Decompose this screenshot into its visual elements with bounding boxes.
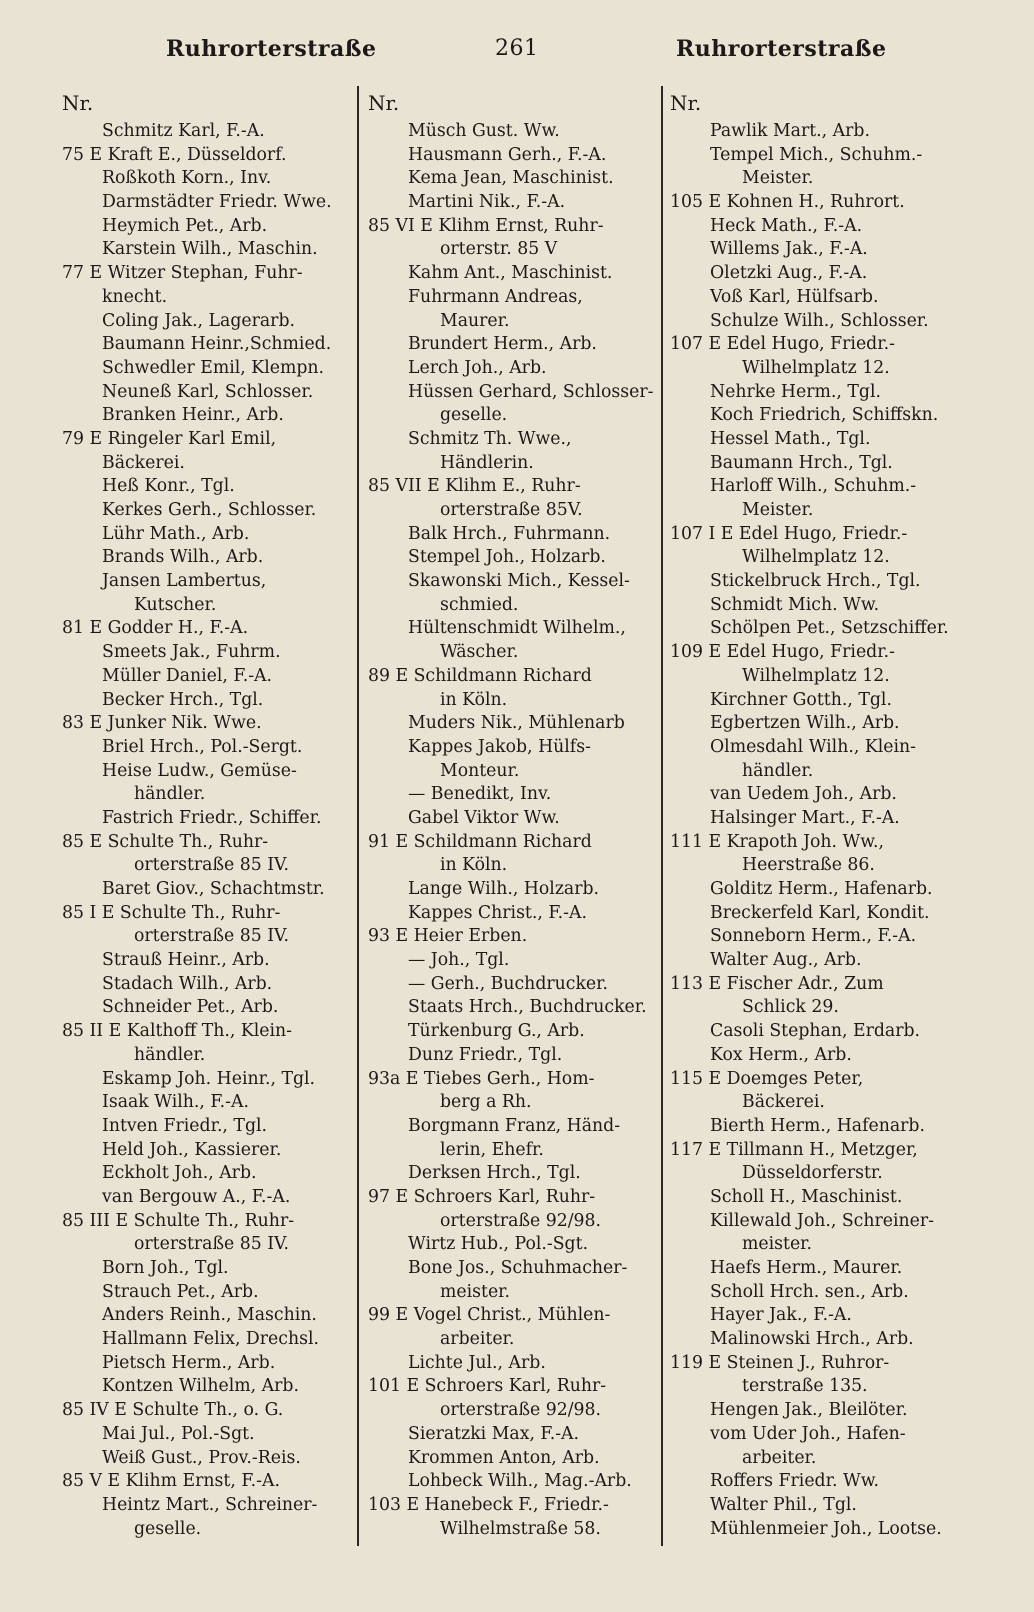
resident-entry: Kappes Jakob, Hülfs- <box>408 736 591 757</box>
resident-entry: Pawlik Mart., Arb. <box>710 121 870 141</box>
resident-entry: Halsinger Mart., F.-A. <box>710 807 900 828</box>
column-nr-label: Nr. <box>368 91 400 115</box>
entry-continuation: meister. <box>440 1281 511 1302</box>
resident-entry: Skawonski Mich., Kessel- <box>408 571 630 592</box>
entry-continuation: lerin, Ehefr. <box>440 1139 544 1160</box>
resident-entry: Neuneß Karl, Schlosser. <box>102 381 314 402</box>
house-number-entry: 93a E Tiebes Gerh., Hom- <box>368 1068 595 1089</box>
resident-entry: Becker Hrch., Tgl. <box>102 689 264 710</box>
resident-entry: Heise Ludw., Gemüse- <box>102 760 297 781</box>
entry-continuation: geselle. <box>134 1518 202 1539</box>
resident-entry: Baret Giov., Schachtmstr. <box>102 879 325 899</box>
resident-entry: Staats Hrch., Buchdrucker. <box>408 997 647 1018</box>
entry-continuation: terstraße 135. <box>742 1376 868 1397</box>
entry-continuation: meister. <box>742 1234 813 1255</box>
resident-entry: Derksen Hrch., Tgl. <box>408 1163 581 1184</box>
resident-entry: Weiß Gust., Prov.-Reis. <box>102 1447 301 1468</box>
house-number-entry: 85 VII E Klihm E., Ruhr- <box>368 476 581 497</box>
resident-entry: Hüssen Gerhard, Schlosser- <box>408 381 654 402</box>
resident-entry: Coling Jak., Lagerarb. <box>102 310 295 331</box>
resident-entry: Stempel Joh., Holzarb. <box>408 547 606 568</box>
resident-entry: Kappes Christ., F.-A. <box>408 902 587 923</box>
house-number-entry: 99 E Vogel Christ., Mühlen- <box>368 1305 611 1326</box>
entry-continuation: Düsseldorferstr. <box>742 1163 883 1184</box>
house-number-entry: 85 I E Schulte Th., Ruhr- <box>62 902 281 923</box>
resident-entry: Kirchner Gotth., Tgl. <box>710 689 892 710</box>
resident-entry: Mühlenmeier Joh., Lootse. <box>710 1518 942 1539</box>
resident-entry: Harloff Wilh., Schuhm.- <box>710 476 917 497</box>
resident-entry: Schölpen Pet., Setzschiffer. <box>710 618 949 639</box>
entry-continuation: arbeiter. <box>742 1447 817 1468</box>
resident-entry: Kahm Ant., Maschinist. <box>408 263 613 284</box>
resident-entry: Egbertzen Wilh., Arb. <box>710 713 900 734</box>
resident-entry: Breckerfeld Karl, Kondit. <box>710 902 930 923</box>
entry-continuation: Schlick 29. <box>742 997 839 1018</box>
header-street-right: Ruhrorterstraße <box>676 36 887 62</box>
house-number-entry: 93 E Heier Erben. <box>368 926 528 947</box>
resident-entry: Sonneborn Herm., F.-A. <box>710 926 917 947</box>
house-number-entry: 117 E Tillmann H., Metzger, <box>670 1139 918 1160</box>
house-number-entry: 85 V E Klihm Ernst, F.-A. <box>62 1471 280 1492</box>
column-3 <box>670 86 970 1541</box>
entry-continuation: Meister. <box>742 168 814 189</box>
house-number-entry: 91 E Schildmann Richard <box>368 831 592 852</box>
entry-continuation: orterstraße 85V. <box>440 500 583 520</box>
resident-entry: Haefs Herm., Maurer. <box>710 1258 903 1278</box>
resident-entry: — Benedikt, Inv. <box>408 784 552 805</box>
resident-entry: Heintz Mart., Schreiner- <box>102 1494 318 1515</box>
resident-entry: Stickelbruck Hrch., Tgl. <box>710 571 921 592</box>
resident-entry: Hengen Jak., Bleilöter. <box>710 1400 908 1421</box>
resident-entry: Hayer Jak., F.-A. <box>710 1305 852 1326</box>
resident-entry: Lühr Math., Arb. <box>102 523 250 544</box>
resident-entry: Lerch Joh., Arb. <box>408 357 547 378</box>
column-1 <box>62 86 362 1541</box>
resident-entry: Heck Math., F.-A. <box>710 215 863 236</box>
resident-entry: Bäckerei. <box>102 452 185 473</box>
resident-entry: Lohbeck Wilh., Mag.-Arb. <box>408 1471 632 1492</box>
entry-continuation: orterstraße 85 IV. <box>134 926 289 947</box>
entry-continuation: orterstraße 85 IV. <box>134 1234 289 1255</box>
resident-entry: Hausmann Gerh., F.-A. <box>408 144 607 165</box>
resident-entry: Oletzki Aug., F.-A. <box>710 263 868 284</box>
resident-entry: Malinowski Hrch., Arb. <box>710 1329 914 1350</box>
resident-entry: Stadach Wilh., Arb. <box>102 973 273 994</box>
resident-entry: Gabel Viktor Ww. <box>408 807 560 828</box>
resident-entry: Willems Jak., F.-A. <box>710 239 868 260</box>
entry-continuation: händler. <box>742 760 814 781</box>
resident-entry: Borgmann Franz, Händ- <box>408 1115 621 1136</box>
house-number-entry: 113 E Fischer Adr., Zum <box>670 973 884 994</box>
resident-entry: Heymich Pet., Arb. <box>102 215 268 236</box>
resident-entry: Baumann Heinr.,Schmied. <box>102 334 332 355</box>
resident-entry: Killewald Joh., Schreiner- <box>710 1210 934 1231</box>
entry-continuation: Bäckerei. <box>742 1092 825 1113</box>
entry-continuation: orterstraße 92/98. <box>440 1210 602 1231</box>
resident-entry: van Uedem Joh., Arb. <box>710 784 897 805</box>
house-number-entry: 101 E Schroers Karl, Ruhr- <box>368 1376 607 1397</box>
house-number-entry: 103 E Hanebeck F., Friedr.- <box>368 1494 609 1515</box>
resident-entry: Balk Hrch., Fuhrmann. <box>408 523 611 544</box>
resident-entry: Sieratzki Max, F.-A. <box>408 1423 580 1444</box>
entry-continuation: Maurer. <box>440 310 510 331</box>
house-number-entry: 81 E Godder H., F.-A. <box>62 618 249 639</box>
resident-entry: Roßkoth Korn., Inv. <box>102 168 272 189</box>
column-2 <box>368 86 668 1541</box>
house-number-entry: 109 E Edel Hugo, Friedr.- <box>670 642 895 663</box>
entry-continuation: arbeiter. <box>440 1329 515 1350</box>
resident-entry: Isaak Wilh., F.-A. <box>102 1092 249 1113</box>
resident-entry: Fuhrmann Andreas, <box>408 286 583 307</box>
resident-entry: Müller Daniel, F.-A. <box>102 665 273 686</box>
house-number-entry: 119 E Steinen J., Ruhror- <box>670 1352 890 1373</box>
entry-continuation: in Köln. <box>440 689 508 710</box>
resident-entry: Muders Nik., Mühlenarb <box>408 713 625 734</box>
resident-entry: Tempel Mich., Schuhm.- <box>710 144 923 165</box>
house-number-entry: 85 E Schulte Th., Ruhr- <box>62 831 269 852</box>
entry-continuation: Monteur. <box>440 760 520 781</box>
resident-entry: Strauch Pet., Arb. <box>102 1281 259 1302</box>
resident-entry: Karstein Wilh., Maschin. <box>102 239 318 260</box>
resident-entry: Baumann Hrch., Tgl. <box>710 452 893 473</box>
resident-entry: Koch Friedrich, Schiffskn. <box>710 405 939 426</box>
house-number-entry: 97 E Schroers Karl, Ruhr- <box>368 1186 596 1207</box>
house-number-entry: 89 E Schildmann Richard <box>368 665 592 686</box>
resident-entry: Smeets Jak., Fuhrm. <box>102 642 281 663</box>
resident-entry: Intven Friedr., Tgl. <box>102 1115 268 1136</box>
entry-continuation: Wäscher. <box>440 642 519 663</box>
resident-entry: Schmidt Mich. Ww. <box>710 594 880 615</box>
resident-entry: Türkenburg G., Arb. <box>408 1021 585 1042</box>
resident-entry: Walter Phil., Tgl. <box>710 1494 857 1515</box>
column-nr-label: Nr. <box>62 91 94 115</box>
resident-entry: vom Uder Joh., Hafen- <box>710 1423 906 1444</box>
resident-entry: Dunz Friedr., Tgl. <box>408 1044 563 1065</box>
house-number-entry: 105 E Kohnen H., Ruhrort. <box>670 192 905 213</box>
resident-entry: — Joh., Tgl. <box>408 950 510 971</box>
house-number-entry: 85 VI E Klihm Ernst, Ruhr- <box>368 215 604 236</box>
resident-entry: Casoli Stephan, Erdarb. <box>710 1021 921 1042</box>
resident-entry: Krommen Anton, Arb. <box>408 1447 600 1468</box>
resident-entry: Nehrke Herm., Tgl. <box>710 381 881 402</box>
entry-continuation: Heerstraße 86. <box>742 855 875 876</box>
house-number-entry: 107 E Edel Hugo, Friedr.- <box>670 334 895 355</box>
entry-continuation: schmied. <box>440 594 519 615</box>
house-number-entry: 75 E Kraft E., Düsseldorf. <box>62 144 287 165</box>
resident-entry: Martini Nik., F.-A. <box>408 192 566 213</box>
resident-entry: Pietsch Herm., Arb. <box>102 1352 276 1373</box>
house-number-entry: 115 E Doemges Peter, <box>670 1068 864 1089</box>
resident-entry: Strauß Heinr., Arb. <box>102 950 270 971</box>
resident-entry: Branken Heinr., Arb. <box>102 405 284 426</box>
entry-continuation: Wilhelmplatz 12. <box>742 547 890 568</box>
page-number: 261 <box>495 36 539 61</box>
resident-entry: Anders Reinh., Maschin. <box>102 1305 317 1326</box>
resident-entry: Fastrich Friedr., Schiffer. <box>102 807 322 828</box>
resident-entry: Kerkes Gerh., Schlosser. <box>102 500 317 520</box>
resident-entry: Kontzen Wilhelm, Arb. <box>102 1376 299 1397</box>
header-street-left: Ruhrorterstraße <box>166 36 377 62</box>
resident-entry: Voß Karl, Hülfsarb. <box>710 286 879 307</box>
resident-entry: Bierth Herm., Hafenarb. <box>710 1115 925 1136</box>
resident-entry: Schulze Wilh., Schlosser. <box>710 310 929 331</box>
resident-entry: Jansen Lambertus, <box>102 571 267 592</box>
resident-entry: knecht. <box>102 286 168 307</box>
entry-continuation: händler. <box>134 1044 206 1065</box>
resident-entry: Held Joh., Kassierer. <box>102 1139 282 1160</box>
resident-entry: Kema Jean, Maschinist. <box>408 168 614 189</box>
resident-entry: Lange Wilh., Holzarb. <box>408 879 600 899</box>
resident-entry: Born Joh., Tgl. <box>102 1258 229 1278</box>
entry-continuation: orterstr. 85 V <box>440 239 558 260</box>
resident-entry: Lichte Jul., Arb. <box>408 1352 546 1373</box>
entry-continuation: Wilhelmplatz 12. <box>742 357 890 378</box>
resident-entry: Schmitz Th. Wwe., <box>408 428 572 449</box>
house-number-entry: 85 IV E Schulte Th., o. G. <box>62 1400 284 1421</box>
resident-entry: Hültenschmidt Wilhelm., <box>408 618 626 639</box>
resident-entry: Golditz Herm., Hafenarb. <box>710 879 933 899</box>
resident-entry: Eskamp Joh. Heinr., Tgl. <box>102 1068 316 1089</box>
resident-entry: Mai Jul., Pol.-Sgt. <box>102 1423 255 1444</box>
resident-entry: Hessel Math., Tgl. <box>710 428 871 449</box>
entry-continuation: Wilhelmplatz 12. <box>742 665 890 686</box>
resident-entry: Schmitz Karl, F.-A. <box>102 121 265 141</box>
resident-entry: Briel Hrch., Pol.-Sergt. <box>102 736 303 757</box>
resident-entry: van Bergouw A., F.-A. <box>102 1186 291 1207</box>
resident-entry: Olmesdahl Wilh., Klein- <box>710 736 916 757</box>
house-number-entry: 79 E Ringeler Karl Emil, <box>62 428 277 449</box>
column-nr-label: Nr. <box>670 91 702 115</box>
entry-continuation: Wilhelmstraße 58. <box>440 1518 601 1539</box>
house-number-entry: 107 I E Edel Hugo, Friedr.- <box>670 523 908 544</box>
resident-entry: Wirtz Hub., Pol.-Sgt. <box>408 1234 589 1255</box>
resident-entry: Scholl Hrch. sen., Arb. <box>710 1281 909 1302</box>
house-number-entry: 85 II E Kalthoff Th., Klein- <box>62 1021 293 1042</box>
resident-entry: Eckholt Joh., Arb. <box>102 1163 257 1184</box>
entry-continuation: geselle. <box>440 405 508 426</box>
entry-continuation: Meister. <box>742 500 814 520</box>
entry-continuation: berg a Rh. <box>440 1092 532 1113</box>
entry-continuation: händler. <box>134 784 206 805</box>
house-number-entry: 85 III E Schulte Th., Ruhr- <box>62 1210 295 1231</box>
resident-entry: Brands Wilh., Arb. <box>102 547 264 568</box>
resident-entry: Kox Herm., Arb. <box>710 1044 852 1065</box>
resident-entry: — Gerh., Buchdrucker. <box>408 973 608 994</box>
house-number-entry: 83 E Junker Nik. Wwe. <box>62 713 262 734</box>
resident-entry: Brundert Herm., Arb. <box>408 334 597 355</box>
house-number-entry: 111 E Krapoth Joh. Ww., <box>670 831 885 852</box>
resident-entry: Bone Jos., Schuhmacher- <box>408 1258 628 1278</box>
resident-entry: Müsch Gust. Ww. <box>408 121 560 141</box>
resident-entry: Schwedler Emil, Klempn. <box>102 357 325 378</box>
entry-continuation: orterstraße 85 IV. <box>134 855 289 876</box>
resident-entry: Hallmann Felix, Drechsl. <box>102 1329 319 1350</box>
resident-entry: Walter Aug., Arb. <box>710 950 862 971</box>
resident-entry: Heß Konr., Tgl. <box>102 476 235 497</box>
resident-entry: Scholl H., Maschinist. <box>710 1186 903 1207</box>
resident-entry: Darmstädter Friedr. Wwe. <box>102 192 332 213</box>
house-number-entry: 77 E Witzer Stephan, Fuhr- <box>62 263 303 284</box>
entry-continuation: Händlerin. <box>440 452 534 473</box>
resident-entry: Schneider Pet., Arb. <box>102 997 279 1018</box>
entry-continuation: Kutscher. <box>134 594 217 615</box>
entry-continuation: in Köln. <box>440 855 508 876</box>
resident-entry: Roffers Friedr. Ww. <box>710 1471 879 1492</box>
entry-continuation: orterstraße 92/98. <box>440 1400 602 1421</box>
